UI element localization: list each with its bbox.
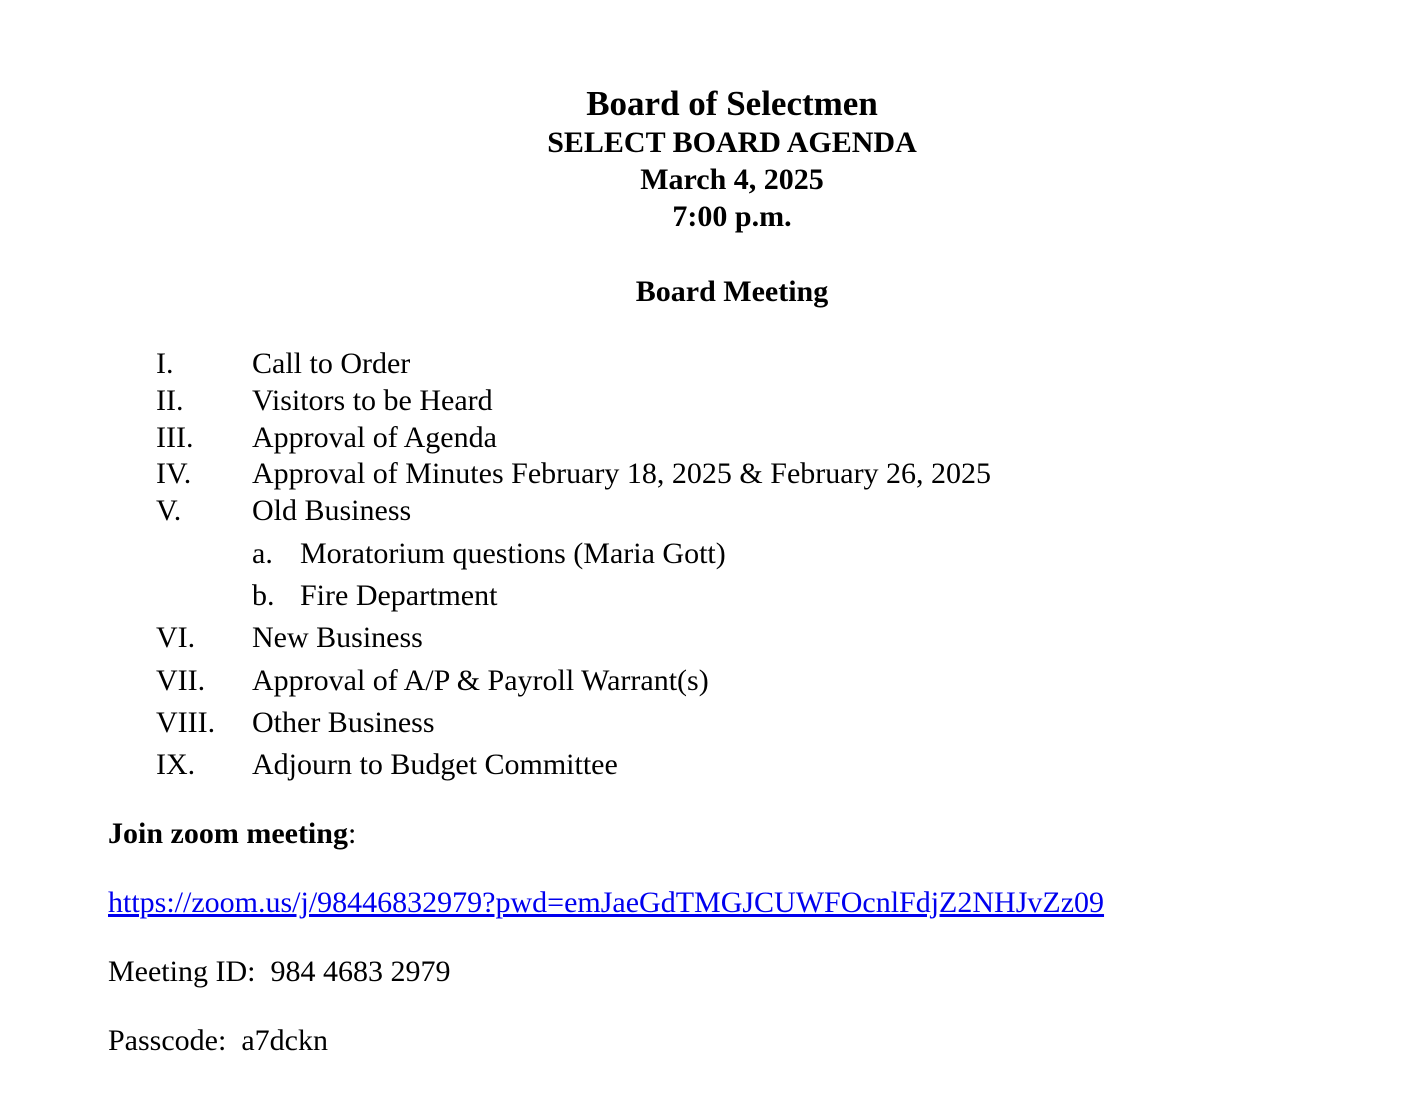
passcode-value: a7dckn xyxy=(241,1024,328,1057)
passcode-line xyxy=(108,1023,328,1059)
meeting-time: 7:00 p.m. xyxy=(672,200,792,233)
agenda-item-text: Old Business xyxy=(252,494,412,527)
agenda-item-numeral: I. xyxy=(156,347,174,380)
agenda-item-text: Approval of Agenda xyxy=(252,421,497,454)
zoom-meeting-link[interactable]: https://zoom.us/j/98446832979?pwd=emJaeGdTMGJCUWFOcnlFdjZ2NHJvZz09 xyxy=(108,886,1105,919)
agenda-item-numeral: VII. xyxy=(156,664,206,697)
agenda-header xyxy=(0,84,1422,235)
meeting-date: March 4, 2025 xyxy=(640,163,824,196)
agenda-item-text: New Business xyxy=(252,621,423,654)
agenda-item-text: Approval of Minutes February 18, 2025 & February 26, 2025 xyxy=(252,457,992,490)
agenda-subitem-text: Fire Department xyxy=(300,579,498,612)
agenda-item-numeral: VI. xyxy=(156,621,196,654)
meeting-id-line xyxy=(108,954,450,990)
section-heading: Board Meeting xyxy=(635,275,829,308)
join-zoom-heading xyxy=(108,816,356,852)
agenda-subitem-letter: b. xyxy=(252,579,275,612)
agenda-subitem-text: Moratorium questions (Maria Gott) xyxy=(300,537,726,570)
agenda-item-text: Other Business xyxy=(252,706,435,739)
meeting-id-label: Meeting ID: xyxy=(108,955,256,988)
agenda-subitem-letter: a. xyxy=(252,537,273,570)
agenda-item-numeral: II. xyxy=(156,384,184,417)
agenda-item-numeral: IV. xyxy=(156,457,192,490)
agenda-item-text: Adjourn to Budget Committee xyxy=(252,748,618,781)
meeting-id-value: 984 4683 2979 xyxy=(270,955,451,988)
agenda-item-numeral: IX. xyxy=(156,748,196,781)
passcode-label: Passcode: xyxy=(108,1024,227,1057)
agenda-item-numeral: VIII. xyxy=(156,706,216,739)
join-zoom-label: Join zoom meeting xyxy=(108,817,348,850)
agenda-item-numeral: V. xyxy=(156,494,182,527)
agenda-item-text: Approval of A/P & Payroll Warrant(s) xyxy=(252,664,709,697)
agenda-item-text: Call to Order xyxy=(252,347,411,380)
agenda-subtitle: SELECT BOARD AGENDA xyxy=(547,126,917,159)
agenda-item-numeral: III. xyxy=(156,421,194,454)
join-zoom-colon: : xyxy=(347,817,357,850)
agenda-item-text: Visitors to be Heard xyxy=(252,384,493,417)
board-title: Board of Selectmen xyxy=(586,84,878,123)
